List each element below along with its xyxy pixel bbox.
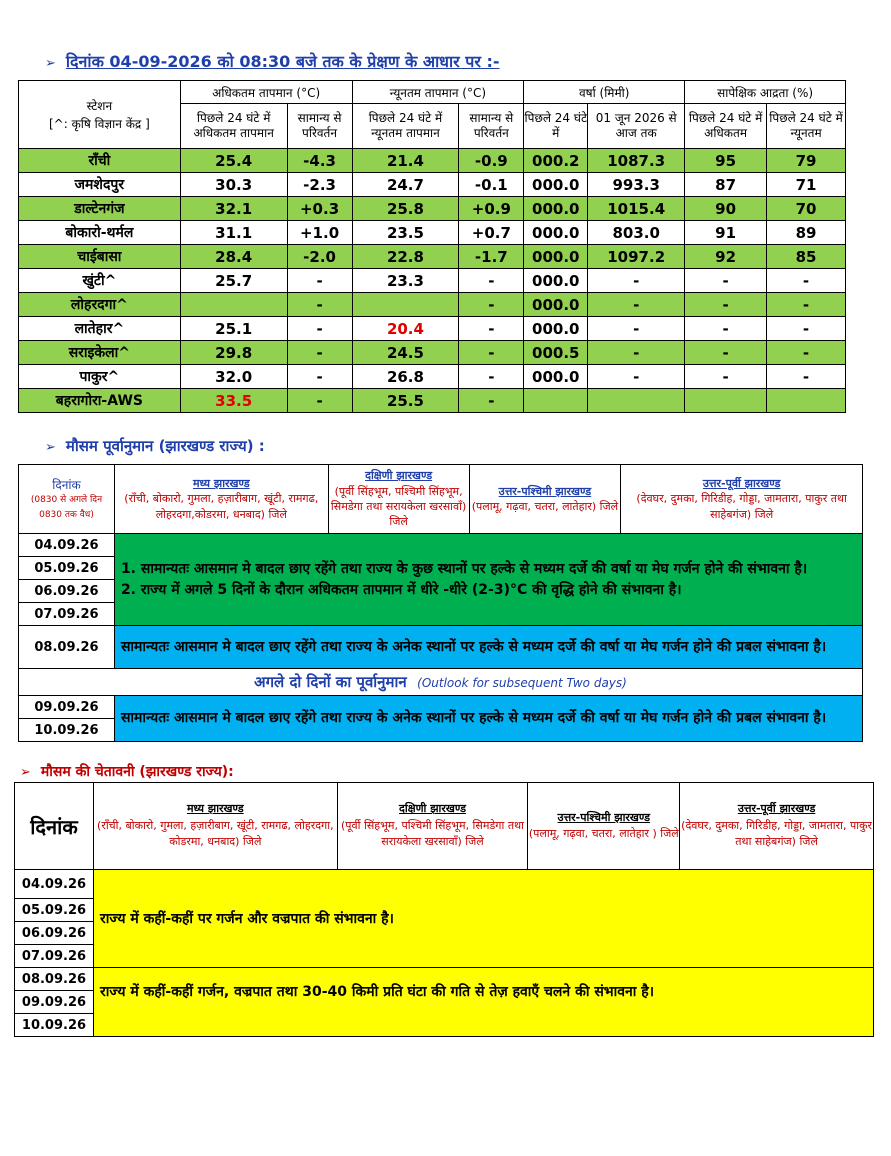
arrow-bullet-icon: ➢ [45,440,56,455]
forecast-text-blue: सामान्यतः आसमान मे बादल छाए रहेंगे तथा राज्य के अनेक स्थानों पर हल्के से मध्यम दर्जे की वर्षा या मेघ गर्जन होने की प्रबल संभावना है। [114,626,862,669]
value-cell: 92 [685,245,767,269]
value-cell [524,389,588,413]
forecast-row [19,534,863,557]
value-cell: 32.0 [180,365,287,389]
value-cell: - [287,389,352,413]
value-cell: - [459,341,524,365]
value-cell: +0.7 [459,221,524,245]
station-row [19,269,846,293]
value-cell: -0.1 [459,173,524,197]
station-name: सराइकेला^ [19,341,181,365]
date-cell: 05.09.26 [15,899,94,922]
value-cell: - [287,317,352,341]
forecast-text-blue: सामान्यतः आसमान मे बादल छाए रहेंगे तथा राज्य के अनेक स्थानों पर हल्के से मध्यम दर्जे की वर्षा या मेघ गर्जन होने की प्रबल संभावना है। [114,696,862,742]
value-cell: 993.3 [588,173,685,197]
value-cell: 85 [767,245,846,269]
date-cell: 05.09.26 [19,557,115,580]
outlook-row [19,669,863,696]
value-cell: - [287,269,352,293]
value-cell: - [459,269,524,293]
region-central: मध्य झारखण्ड (राँची, बोकारो, गुमला, हज़ारीबाग, खूंटी, रामगढ, लोहरदगा,कोडरमा, धनबाद) जिले [114,465,328,534]
date-cell: 08.09.26 [15,968,94,991]
value-cell: 803.0 [588,221,685,245]
forecast-text-green: 1. सामान्यतः आसमान मे बादल छाए रहेंगे तथा राज्य के कुछ स्थानों पर हल्के से मध्यम दर्जे की वर्षा या मेघ गर्जन होने की संभावना है। 2. राज्य में अगले 5 दिनों के दौरान अधिकतम तापमान में धीरे -धीरे (2-3)°C की वृद्धि होने की संभावना है। [114,534,862,626]
date-cell: 08.09.26 [19,626,115,669]
warning-text-yellow: राज्य में कहीं-कहीं पर गर्जन और वज्रपात की संभावना है। [93,870,873,968]
station-name: लोहरदगा^ [19,293,181,317]
value-cell: 000.2 [524,149,588,173]
value-cell: 20.4 [352,317,459,341]
value-cell: 000.0 [524,293,588,317]
station-row [19,149,846,173]
value-cell: -0.9 [459,149,524,173]
sub-header: सामान्य से परिवर्तन [459,104,524,149]
arrow-bullet-icon: ➢ [20,765,31,780]
region-north-west: उत्तर-पश्चिमी झारखण्ड (पलामू, गढ़वा, चतरा, लातेहार) जिले [469,465,621,534]
date-cell: 04.09.26 [19,534,115,557]
value-cell: 33.5 [180,389,287,413]
date-cell: 09.09.26 [19,696,115,719]
station-name: खुंटी^ [19,269,181,293]
date-cell: 09.09.26 [15,991,94,1014]
sub-header: सामान्य से परिवर्तन [287,104,352,149]
value-cell: 000.0 [524,245,588,269]
date-cell: 10.09.26 [15,1014,94,1037]
value-cell: 23.3 [352,269,459,293]
station-name: पाकुर^ [19,365,181,389]
warning-row [15,968,874,991]
value-cell: 22.8 [352,245,459,269]
sub-header: पिछले 24 घंटे में न्यूनतम [767,104,846,149]
value-cell: 000.0 [524,365,588,389]
sub-header: 01 जून 2026 से आज तक [588,104,685,149]
value-cell: 25.8 [352,197,459,221]
forecast-row [19,626,863,669]
value-cell: - [459,365,524,389]
station-name: लातेहार^ [19,317,181,341]
forecast-row [19,696,863,719]
value-cell: 25.5 [352,389,459,413]
value-cell: 25.4 [180,149,287,173]
station-row [19,197,846,221]
value-cell: 25.7 [180,269,287,293]
value-cell [180,293,287,317]
value-cell: 79 [767,149,846,173]
sub-header: पिछले 24 घंटे में अधिकतम तापमान [180,104,287,149]
outlook-heading: अगले दो दिनों का पूर्वानुमान (Outlook for subsequent Two days) [19,669,863,696]
value-cell: 000.5 [524,341,588,365]
value-cell: 000.0 [524,173,588,197]
value-cell: 87 [685,173,767,197]
date-cell: 04.09.26 [15,870,94,899]
value-cell: -1.7 [459,245,524,269]
warning-row [15,870,874,899]
value-cell: - [588,293,685,317]
value-cell: 1087.3 [588,149,685,173]
sub-header: पिछले 24 घंटे में [524,104,588,149]
value-cell: 29.8 [180,341,287,365]
date-cell: 10.09.26 [19,719,115,742]
value-cell: - [588,269,685,293]
max-temp-header: अधिकतम तापमान (°C) [180,81,352,104]
value-cell: - [459,389,524,413]
region-central: मध्य झारखण्ड (राँची, बोकारो, गुमला, हज़ारीबाग, खूंटी, रामगढ, लोहरदगा, कोडरमा, धनबाद) जिले [93,783,337,870]
value-cell: 000.0 [524,317,588,341]
station-name: राँची [19,149,181,173]
value-cell: 1015.4 [588,197,685,221]
value-cell: -4.3 [287,149,352,173]
value-cell: 95 [685,149,767,173]
station-name: डाल्टेनगंज [19,197,181,221]
date-cell: 07.09.26 [19,603,115,626]
value-cell [352,293,459,317]
region-north-east: उत्तर-पूर्वी झारखण्ड (देवघर, दुमका, गिरिडीह, गोड्डा, जामतारा, पाकुर तथा साहेबगंज) जिले [680,783,874,870]
value-cell: 000.0 [524,269,588,293]
value-cell: - [588,317,685,341]
value-cell: 90 [685,197,767,221]
station-row [19,365,846,389]
station-name: बहरागोरा-AWS [19,389,181,413]
value-cell: 000.0 [524,197,588,221]
value-cell [685,389,767,413]
station-row [19,221,846,245]
value-cell: - [685,293,767,317]
value-cell: - [685,269,767,293]
value-cell: +0.9 [459,197,524,221]
rainfall-header: वर्षा (मिमी) [524,81,685,104]
value-cell: 000.0 [524,221,588,245]
station-row [19,245,846,269]
station-name: बोकारो-थर्मल [19,221,181,245]
region-south: दक्षिणी झारखण्ड (पूर्वी सिंहभूम, पश्चिमी सिंहभूम, सिमडेगा तथा सरायकेला खरसावाँ) जिले [328,465,469,534]
date-cell: 06.09.26 [15,922,94,945]
value-cell: 25.1 [180,317,287,341]
forecast-date-header: दिनांक (0830 से अगले दिन 0830 तक वैध) [19,465,115,534]
value-cell: +0.3 [287,197,352,221]
station-row [19,389,846,413]
sub-header: पिछले 24 घंटे में अधिकतम [685,104,767,149]
value-cell: - [767,269,846,293]
value-cell: 71 [767,173,846,197]
value-cell: - [287,341,352,365]
station-row [19,293,846,317]
warning-date-header: दिनांक [15,783,94,870]
region-north-east: उत्तर-पूर्वी झारखण्ड (देवघर, दुमका, गिरिडीह, गोड्डा, जामतारा, पाकुर तथा साहेबगंज) जिले [621,465,863,534]
value-cell: - [588,341,685,365]
value-cell: - [588,365,685,389]
value-cell: - [767,341,846,365]
value-cell: +1.0 [287,221,352,245]
value-cell: 21.4 [352,149,459,173]
value-cell: 23.5 [352,221,459,245]
arrow-bullet-icon: ➢ [45,56,56,71]
station-header: स्टेशन [^: कृषि विज्ञान केंद्र ] [19,81,181,149]
value-cell: - [459,293,524,317]
value-cell: 89 [767,221,846,245]
humidity-header: सापेक्षिक आद्रता (%) [685,81,846,104]
observation-table [18,80,846,413]
value-cell: 24.7 [352,173,459,197]
region-south: दक्षिणी झारखण्ड (पूर्वी सिंहभूम, पश्चिमी सिंहभूम, सिमडेगा तथा सरायकेला खरसावाँ) जिले [337,783,528,870]
observation-header-row [19,81,846,104]
value-cell: 31.1 [180,221,287,245]
value-cell: -2.3 [287,173,352,197]
value-cell: 28.4 [180,245,287,269]
station-name: चाईबासा [19,245,181,269]
warning-table [14,782,874,1037]
forecast-header-row [19,465,863,534]
region-north-west: उत्तर-पश्चिमी झारखण्ड (पलामू, गढ़वा, चतरा, लातेहार ) जिले [528,783,680,870]
date-cell: 07.09.26 [15,945,94,968]
sub-header: पिछले 24 घंटे में न्यूनतम तापमान [352,104,459,149]
value-cell: - [685,341,767,365]
warning-text-yellow: राज्य में कहीं-कहीं गर्जन, वज्रपात तथा 30-40 किमी प्रति घंटा की गति से तेज़ हवाएँ चलने की संभावना है। [93,968,873,1037]
value-cell: 70 [767,197,846,221]
value-cell: - [459,317,524,341]
value-cell: 26.8 [352,365,459,389]
observation-body [19,149,846,413]
min-temp-header: न्यूनतम तापमान (°C) [352,81,524,104]
forecast-table [18,464,863,742]
value-cell [767,389,846,413]
value-cell: - [767,317,846,341]
station-row [19,317,846,341]
value-cell: - [287,293,352,317]
date-cell: 06.09.26 [19,580,115,603]
station-row [19,341,846,365]
value-cell: -2.0 [287,245,352,269]
warning-header-row [15,783,874,870]
value-cell [588,389,685,413]
value-cell: 32.1 [180,197,287,221]
value-cell: - [287,365,352,389]
value-cell: - [685,365,767,389]
warning-heading: ➢ मौसम की चेतावनी (झारखण्ड राज्य): [20,764,234,780]
value-cell: 24.5 [352,341,459,365]
forecast-heading: ➢ मौसम पूर्वानुमान (झारखण्ड राज्य) : [45,437,265,455]
value-cell: 1097.2 [588,245,685,269]
station-name: जमशेदपुर [19,173,181,197]
observation-heading: ➢ दिनांक 04-09-2026 को 08:30 बजे तक के प्रेक्षण के आधार पर :- [45,52,500,71]
value-cell: 30.3 [180,173,287,197]
value-cell: - [767,365,846,389]
value-cell: - [685,317,767,341]
station-row [19,173,846,197]
value-cell: - [767,293,846,317]
value-cell: 91 [685,221,767,245]
